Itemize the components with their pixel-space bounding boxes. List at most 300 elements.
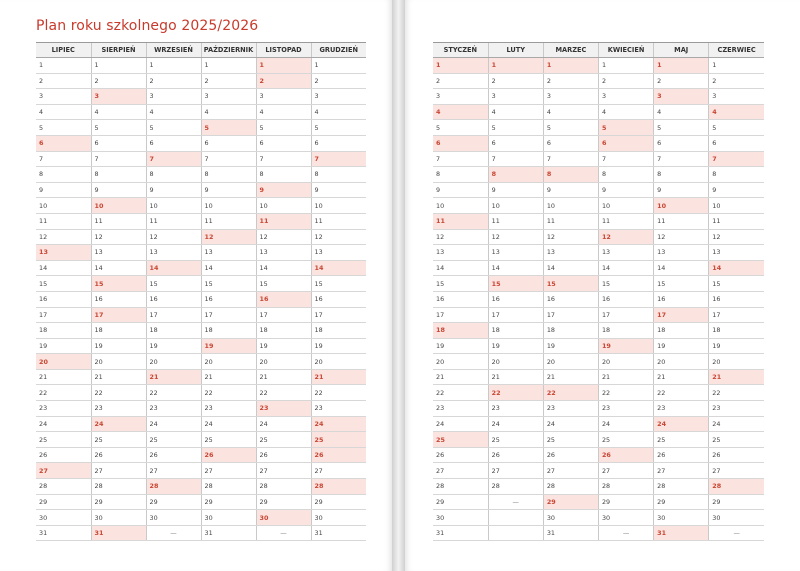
empty-cell [488, 510, 543, 526]
highlighted-day-cell: 17 [91, 307, 146, 323]
day-cell: 5 [256, 120, 311, 136]
day-row [36, 104, 366, 120]
day-row [36, 213, 366, 229]
day-row [433, 369, 764, 385]
day-cell: 15 [598, 276, 653, 292]
left-page [0, 0, 392, 571]
day-row [36, 510, 366, 526]
day-row [433, 120, 764, 136]
day-cell: 23 [488, 401, 543, 417]
day-cell: 18 [36, 323, 91, 339]
day-cell: 4 [598, 104, 653, 120]
day-cell: 17 [201, 307, 256, 323]
day-cell: 23 [36, 401, 91, 417]
day-cell: 7 [91, 151, 146, 167]
day-row [433, 354, 764, 370]
day-cell: 1 [36, 58, 91, 74]
day-cell: 2 [311, 73, 366, 89]
highlighted-day-cell: 5 [598, 120, 653, 136]
highlighted-day-cell: 6 [598, 135, 653, 151]
day-cell: 16 [201, 291, 256, 307]
day-cell: 17 [598, 307, 653, 323]
day-cell: 12 [91, 229, 146, 245]
day-cell: 22 [36, 385, 91, 401]
month-header: WRZESIEŃ [146, 43, 201, 58]
day-cell: 26 [488, 447, 543, 463]
day-cell: 5 [146, 120, 201, 136]
day-row [433, 73, 764, 89]
day-cell: 4 [146, 104, 201, 120]
highlighted-day-cell: 26 [311, 447, 366, 463]
day-cell: 26 [91, 447, 146, 463]
day-cell: 25 [709, 432, 764, 448]
day-cell: 30 [311, 510, 366, 526]
day-cell: 16 [433, 291, 488, 307]
day-cell: 5 [543, 120, 598, 136]
day-cell: 17 [433, 307, 488, 323]
day-cell: 14 [654, 260, 709, 276]
day-cell: 11 [36, 213, 91, 229]
day-row [36, 307, 366, 323]
day-cell: 8 [256, 167, 311, 183]
day-row [433, 89, 764, 105]
day-cell: 5 [709, 120, 764, 136]
day-cell: 31 [311, 525, 366, 541]
day-cell: 23 [433, 401, 488, 417]
month-header: LUTY [488, 43, 543, 58]
highlighted-day-cell: 7 [311, 151, 366, 167]
day-row [36, 151, 366, 167]
day-cell: 3 [146, 89, 201, 105]
day-cell: 20 [91, 354, 146, 370]
day-cell: 21 [598, 369, 653, 385]
day-cell: 27 [654, 463, 709, 479]
highlighted-day-cell: 11 [256, 213, 311, 229]
day-cell: 19 [311, 338, 366, 354]
day-cell: 2 [543, 73, 598, 89]
day-cell: 7 [433, 151, 488, 167]
day-cell: 23 [543, 401, 598, 417]
day-cell: 11 [654, 213, 709, 229]
day-cell: 23 [654, 401, 709, 417]
day-cell: 9 [709, 182, 764, 198]
highlighted-day-cell: 30 [256, 510, 311, 526]
day-cell: 24 [543, 416, 598, 432]
day-cell: 30 [146, 510, 201, 526]
day-cell: 8 [311, 167, 366, 183]
day-cell: 5 [654, 120, 709, 136]
day-row [36, 89, 366, 105]
day-cell: 5 [36, 120, 91, 136]
day-cell: 24 [201, 416, 256, 432]
day-cell: 3 [433, 89, 488, 105]
day-cell: 11 [91, 213, 146, 229]
day-cell: 16 [654, 291, 709, 307]
day-cell: 17 [146, 307, 201, 323]
highlighted-day-cell: 28 [311, 479, 366, 495]
day-row [433, 323, 764, 339]
day-row [36, 385, 366, 401]
day-cell: 10 [709, 198, 764, 214]
day-cell: 20 [146, 354, 201, 370]
day-cell: 6 [543, 135, 598, 151]
day-cell: 9 [311, 182, 366, 198]
day-cell: 4 [91, 104, 146, 120]
highlighted-day-cell: 21 [311, 369, 366, 385]
day-cell: 28 [201, 479, 256, 495]
day-cell: 15 [709, 276, 764, 292]
day-cell: 7 [488, 151, 543, 167]
day-row [433, 416, 764, 432]
day-cell: 12 [433, 229, 488, 245]
day-cell: 10 [543, 198, 598, 214]
highlighted-day-cell: 1 [433, 58, 488, 74]
day-cell: 27 [543, 463, 598, 479]
day-cell: 22 [91, 385, 146, 401]
day-cell: 22 [433, 385, 488, 401]
day-row [433, 432, 764, 448]
day-cell: 28 [433, 479, 488, 495]
no-day-cell: — [488, 494, 543, 510]
day-cell: 2 [488, 73, 543, 89]
day-row [433, 276, 764, 292]
day-row [36, 432, 366, 448]
page-title: Plan roku szkolnego 2025/2026 [36, 18, 259, 34]
day-cell: 8 [91, 167, 146, 183]
day-cell: 3 [488, 89, 543, 105]
highlighted-day-cell: 25 [311, 432, 366, 448]
day-cell: 7 [654, 151, 709, 167]
day-cell: 23 [311, 401, 366, 417]
highlighted-day-cell: 31 [654, 525, 709, 541]
day-cell: 12 [146, 229, 201, 245]
day-cell: 27 [146, 463, 201, 479]
day-cell: 28 [256, 479, 311, 495]
highlighted-day-cell: 4 [709, 104, 764, 120]
highlighted-day-cell: 28 [709, 479, 764, 495]
day-cell: 30 [91, 510, 146, 526]
day-cell: 15 [201, 276, 256, 292]
day-cell: 13 [709, 245, 764, 261]
highlighted-day-cell: 25 [433, 432, 488, 448]
day-cell: 14 [433, 260, 488, 276]
day-cell: 3 [36, 89, 91, 105]
highlighted-day-cell: 24 [654, 416, 709, 432]
day-row [36, 135, 366, 151]
day-cell: 31 [201, 525, 256, 541]
day-cell: 13 [598, 245, 653, 261]
day-cell: 9 [598, 182, 653, 198]
day-row [36, 182, 366, 198]
day-row [433, 525, 764, 541]
day-cell: 29 [91, 494, 146, 510]
day-cell: 31 [543, 525, 598, 541]
day-cell: 30 [598, 510, 653, 526]
day-cell: 15 [311, 276, 366, 292]
day-cell: 23 [201, 401, 256, 417]
month-header: GRUDZIEŃ [311, 43, 366, 58]
highlighted-day-cell: 24 [91, 416, 146, 432]
day-cell: 18 [654, 323, 709, 339]
day-cell: 3 [709, 89, 764, 105]
highlighted-day-cell: 1 [654, 58, 709, 74]
day-cell: 2 [433, 73, 488, 89]
day-row [433, 182, 764, 198]
day-cell: 19 [433, 338, 488, 354]
highlighted-day-cell: 27 [36, 463, 91, 479]
day-cell: 10 [201, 198, 256, 214]
empty-cell [488, 525, 543, 541]
highlighted-day-cell: 13 [36, 245, 91, 261]
day-cell: 27 [709, 463, 764, 479]
day-cell: 20 [709, 354, 764, 370]
calendar-table-second-half [433, 42, 764, 541]
right-page [405, 0, 800, 571]
highlighted-day-cell: 12 [598, 229, 653, 245]
day-cell: 16 [709, 291, 764, 307]
day-cell: 4 [311, 104, 366, 120]
no-day-cell: — [146, 525, 201, 541]
day-row [36, 463, 366, 479]
day-cell: 28 [488, 479, 543, 495]
highlighted-day-cell: 14 [146, 260, 201, 276]
day-cell: 20 [201, 354, 256, 370]
highlighted-day-cell: 2 [256, 73, 311, 89]
day-cell: 19 [654, 338, 709, 354]
day-row [36, 447, 366, 463]
day-row [36, 369, 366, 385]
day-cell: 14 [36, 260, 91, 276]
day-cell: 8 [598, 167, 653, 183]
day-cell: 9 [146, 182, 201, 198]
day-row [433, 494, 764, 510]
day-cell: 1 [709, 58, 764, 74]
day-cell: 9 [91, 182, 146, 198]
day-cell: 15 [36, 276, 91, 292]
day-cell: 25 [201, 432, 256, 448]
day-cell: 24 [256, 416, 311, 432]
day-cell: 3 [201, 89, 256, 105]
day-cell: 27 [201, 463, 256, 479]
day-cell: 14 [256, 260, 311, 276]
highlighted-day-cell: 17 [654, 307, 709, 323]
day-cell: 6 [311, 135, 366, 151]
highlighted-day-cell: 1 [488, 58, 543, 74]
highlighted-day-cell: 8 [543, 167, 598, 183]
day-cell: 2 [91, 73, 146, 89]
highlighted-day-cell: 18 [433, 323, 488, 339]
day-cell: 8 [433, 167, 488, 183]
day-cell: 13 [654, 245, 709, 261]
day-cell: 26 [709, 447, 764, 463]
highlighted-day-cell: 3 [91, 89, 146, 105]
day-cell: 25 [543, 432, 598, 448]
day-cell: 5 [311, 120, 366, 136]
day-cell: 25 [91, 432, 146, 448]
day-cell: 18 [709, 323, 764, 339]
day-row [433, 463, 764, 479]
day-cell: 22 [654, 385, 709, 401]
day-row [433, 229, 764, 245]
highlighted-day-cell: 16 [256, 291, 311, 307]
day-cell: 14 [543, 260, 598, 276]
day-cell: 21 [36, 369, 91, 385]
day-row [36, 479, 366, 495]
month-header: LISTOPAD [256, 43, 311, 58]
day-cell: 10 [256, 198, 311, 214]
day-cell: 24 [488, 416, 543, 432]
day-cell: 25 [146, 432, 201, 448]
day-row [36, 416, 366, 432]
day-cell: 19 [36, 338, 91, 354]
month-header: LIPIEC [36, 43, 91, 58]
highlighted-day-cell: 22 [488, 385, 543, 401]
day-cell: 19 [543, 338, 598, 354]
day-cell: 25 [256, 432, 311, 448]
day-cell: 7 [201, 151, 256, 167]
day-cell: 4 [201, 104, 256, 120]
highlighted-day-cell: 3 [654, 89, 709, 105]
day-cell: 3 [598, 89, 653, 105]
highlighted-day-cell: 8 [488, 167, 543, 183]
highlighted-day-cell: 11 [433, 213, 488, 229]
day-cell: 9 [543, 182, 598, 198]
day-cell: 28 [598, 479, 653, 495]
day-cell: 8 [146, 167, 201, 183]
day-cell: 10 [36, 198, 91, 214]
day-cell: 13 [146, 245, 201, 261]
highlighted-day-cell: 12 [201, 229, 256, 245]
highlighted-day-cell: 21 [709, 369, 764, 385]
day-row [433, 198, 764, 214]
day-cell: 18 [488, 323, 543, 339]
day-cell: 2 [654, 73, 709, 89]
day-cell: 6 [709, 135, 764, 151]
day-cell: 6 [201, 135, 256, 151]
day-row [36, 354, 366, 370]
day-cell: 14 [488, 260, 543, 276]
day-cell: 27 [433, 463, 488, 479]
day-cell: 1 [598, 58, 653, 74]
day-cell: 3 [256, 89, 311, 105]
day-cell: 9 [201, 182, 256, 198]
day-cell: 15 [433, 276, 488, 292]
highlighted-day-cell: 28 [146, 479, 201, 495]
day-cell: 21 [543, 369, 598, 385]
month-header: KWIECIEŃ [598, 43, 653, 58]
day-cell: 22 [311, 385, 366, 401]
day-cell: 20 [543, 354, 598, 370]
day-row [433, 260, 764, 276]
day-row [36, 494, 366, 510]
no-day-cell: — [709, 525, 764, 541]
day-cell: 8 [709, 167, 764, 183]
calendar-table-first-half [36, 42, 366, 541]
day-row [433, 245, 764, 261]
day-cell: 8 [36, 167, 91, 183]
day-cell: 28 [91, 479, 146, 495]
day-cell: 13 [256, 245, 311, 261]
day-row [433, 338, 764, 354]
day-cell: 10 [146, 198, 201, 214]
day-cell: 22 [201, 385, 256, 401]
highlighted-day-cell: 5 [201, 120, 256, 136]
day-cell: 30 [709, 510, 764, 526]
day-cell: 13 [488, 245, 543, 261]
day-cell: 20 [488, 354, 543, 370]
day-cell: 2 [709, 73, 764, 89]
highlighted-day-cell: 20 [36, 354, 91, 370]
day-cell: 3 [311, 89, 366, 105]
day-cell: 23 [598, 401, 653, 417]
day-cell: 28 [36, 479, 91, 495]
day-cell: 9 [36, 182, 91, 198]
day-cell: 11 [598, 213, 653, 229]
day-cell: 6 [488, 135, 543, 151]
day-cell: 9 [654, 182, 709, 198]
day-cell: 12 [311, 229, 366, 245]
day-cell: 19 [91, 338, 146, 354]
day-cell: 15 [256, 276, 311, 292]
day-row [36, 323, 366, 339]
day-cell: 19 [709, 338, 764, 354]
day-cell: 13 [543, 245, 598, 261]
day-cell: 11 [488, 213, 543, 229]
day-cell: 3 [543, 89, 598, 105]
highlighted-day-cell: 7 [146, 151, 201, 167]
day-cell: 16 [36, 291, 91, 307]
day-cell: 24 [598, 416, 653, 432]
day-cell: 7 [598, 151, 653, 167]
highlighted-day-cell: 21 [146, 369, 201, 385]
highlighted-day-cell: 19 [201, 338, 256, 354]
day-cell: 14 [598, 260, 653, 276]
day-cell: 18 [543, 323, 598, 339]
day-cell: 2 [201, 73, 256, 89]
highlighted-day-cell: 15 [91, 276, 146, 292]
highlighted-day-cell: 1 [543, 58, 598, 74]
day-cell: 21 [654, 369, 709, 385]
day-cell: 17 [709, 307, 764, 323]
day-cell: 28 [654, 479, 709, 495]
day-cell: 27 [598, 463, 653, 479]
day-cell: 31 [433, 525, 488, 541]
day-row [433, 401, 764, 417]
highlighted-day-cell: 7 [709, 151, 764, 167]
day-row [36, 338, 366, 354]
day-cell: 20 [598, 354, 653, 370]
day-cell: 13 [433, 245, 488, 261]
day-cell: 29 [709, 494, 764, 510]
day-row [433, 151, 764, 167]
day-cell: 18 [146, 323, 201, 339]
highlighted-day-cell: 24 [311, 416, 366, 432]
day-cell: 18 [201, 323, 256, 339]
highlighted-day-cell: 6 [433, 135, 488, 151]
day-cell: 27 [91, 463, 146, 479]
day-cell: 24 [36, 416, 91, 432]
day-cell: 24 [433, 416, 488, 432]
day-cell: 26 [433, 447, 488, 463]
day-cell: 6 [256, 135, 311, 151]
month-header: MAJ [654, 43, 709, 58]
highlighted-day-cell: 23 [256, 401, 311, 417]
day-cell: 21 [201, 369, 256, 385]
day-cell: 5 [433, 120, 488, 136]
day-cell: 30 [201, 510, 256, 526]
day-cell: 12 [488, 229, 543, 245]
day-cell: 5 [488, 120, 543, 136]
